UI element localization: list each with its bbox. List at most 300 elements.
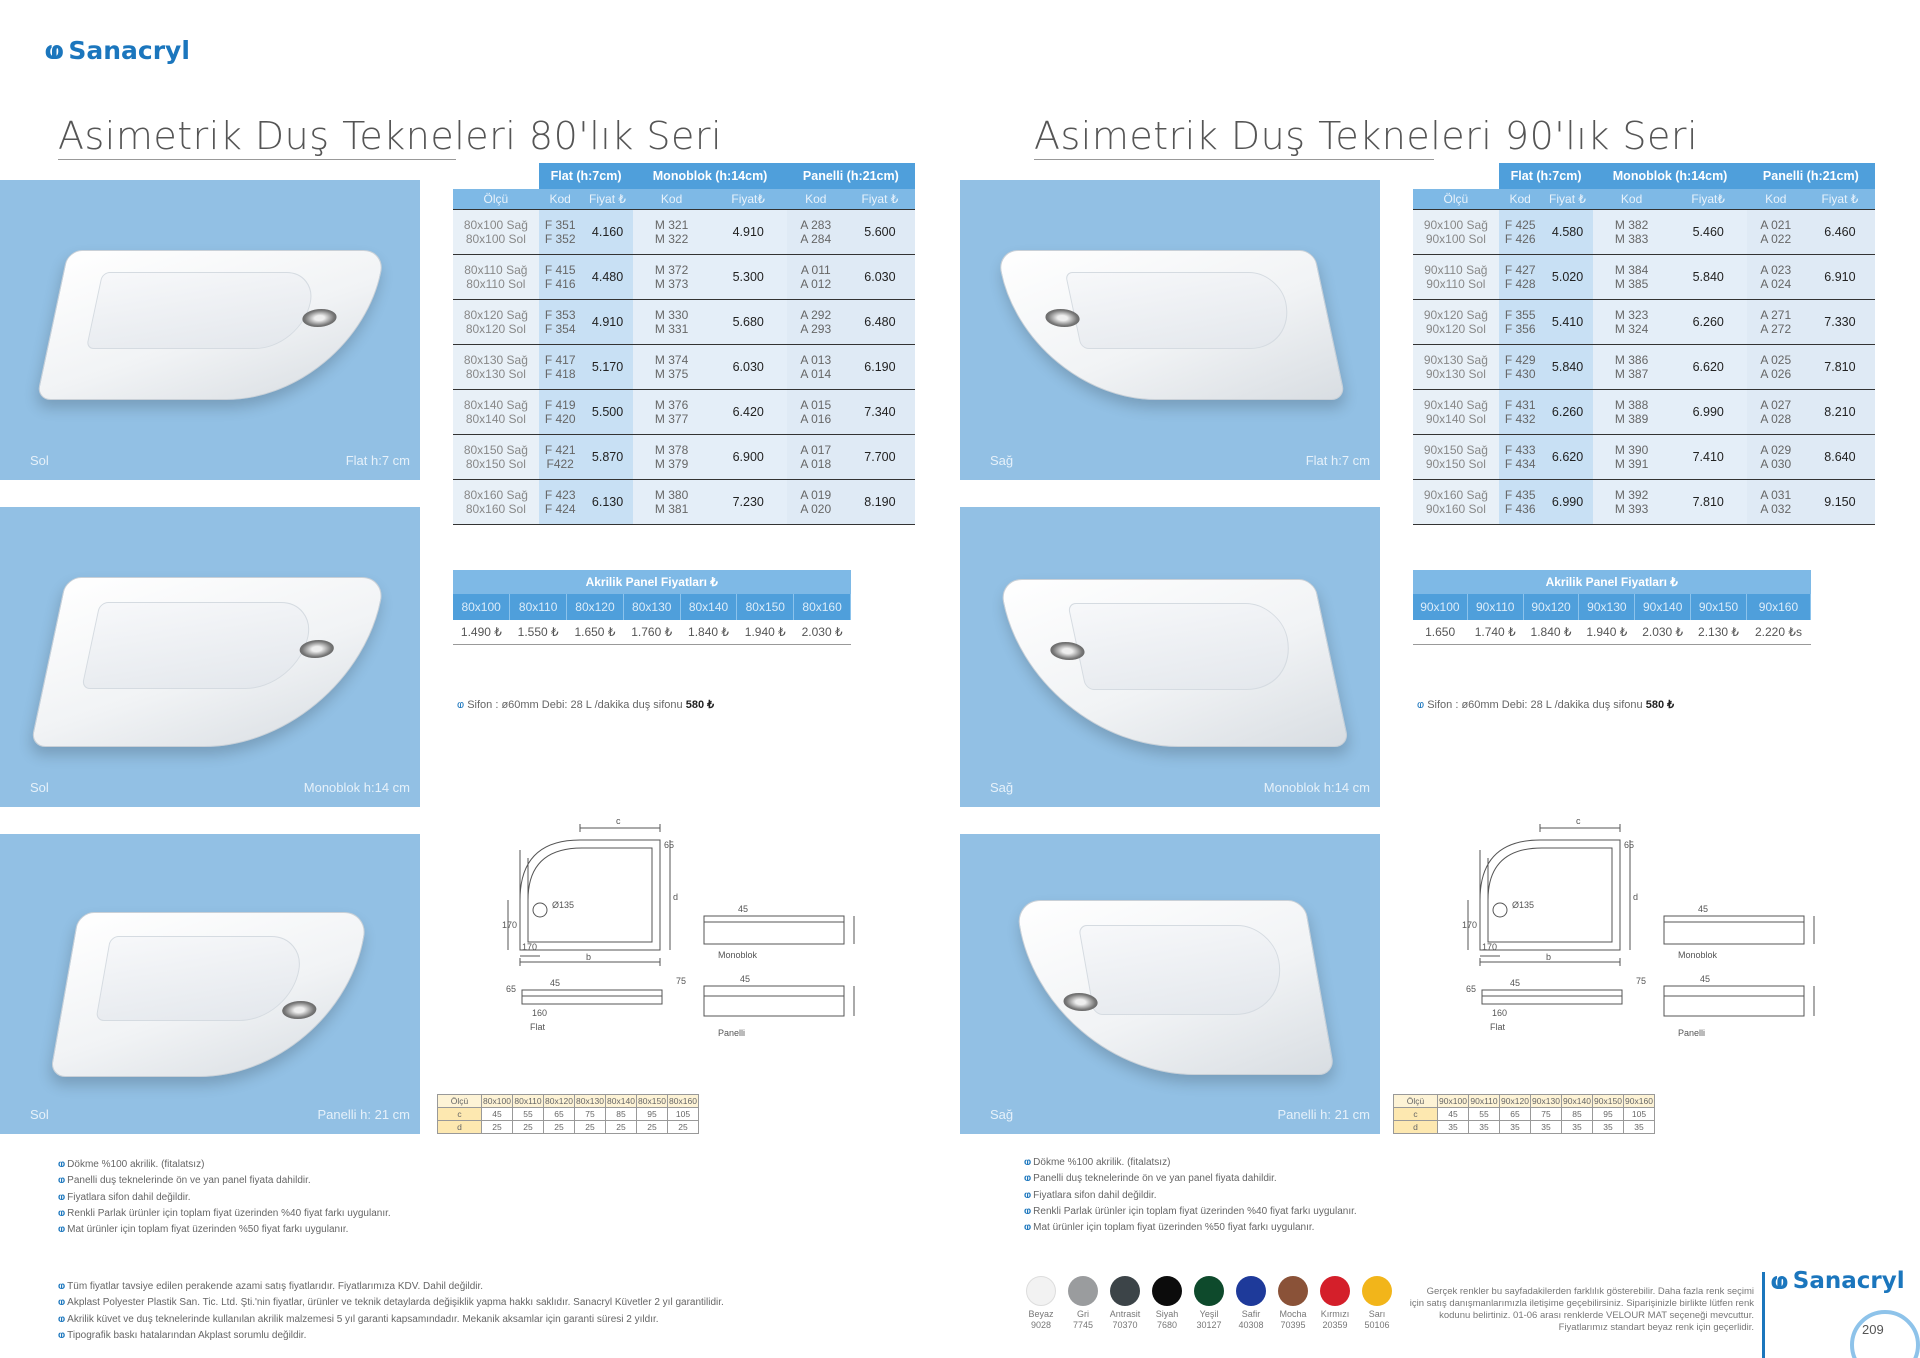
right-technical-drawing bbox=[1430, 810, 1850, 1040]
code-cell-line: F 425 bbox=[1504, 217, 1536, 232]
bullet-icon: ⱷ bbox=[1024, 1173, 1032, 1185]
photo-caption-side: Sağ bbox=[990, 453, 1014, 468]
group-header: Flat (h:7cm) bbox=[1499, 163, 1594, 189]
note-text: Dökme %100 akrilik. (fitalatsız) bbox=[1033, 1157, 1171, 1168]
code-cell-line: A 014 bbox=[800, 366, 832, 381]
bullet-icon: ⱷ bbox=[1024, 1157, 1032, 1168]
code-cell-line: F 427 bbox=[1504, 262, 1536, 277]
size-cell-line: 90x130 Sağ bbox=[1423, 352, 1488, 367]
size-cell-line: 80x150 Sol bbox=[465, 456, 526, 471]
dim-cell: c bbox=[438, 1108, 482, 1121]
note-text: Fiyatlara sifon dahil değildir. bbox=[67, 1191, 191, 1203]
dim-cell: 25 bbox=[544, 1121, 575, 1134]
note-item bbox=[1024, 1204, 1357, 1220]
code-cell-line: M 393 bbox=[1614, 501, 1649, 516]
color-swatches bbox=[1020, 1276, 1398, 1331]
table-row bbox=[1413, 209, 1875, 254]
dim-cell: 25 bbox=[606, 1121, 637, 1134]
code-cell-line: A 271 bbox=[1760, 307, 1792, 322]
code-cell bbox=[539, 209, 582, 254]
price-cell: 6.990 bbox=[1542, 479, 1594, 524]
code-cell-line: A 020 bbox=[800, 501, 832, 516]
code-cell bbox=[633, 254, 709, 299]
col-header: Ölçü bbox=[453, 189, 539, 209]
size-cell bbox=[453, 299, 539, 344]
code-cell bbox=[633, 389, 709, 434]
color-code: 70370 bbox=[1112, 1320, 1138, 1330]
price-cell: 5.840 bbox=[1542, 344, 1594, 389]
color-code: 70395 bbox=[1280, 1320, 1306, 1330]
panel-price: 1.940 ₺ bbox=[1579, 620, 1635, 644]
panel-size: 80x150 bbox=[737, 594, 794, 620]
bullet-icon: ⱷ bbox=[457, 699, 465, 711]
dim-cell: 55 bbox=[1469, 1108, 1500, 1121]
color-note bbox=[1390, 1286, 1754, 1334]
dim-cell: 35 bbox=[1469, 1121, 1500, 1134]
table-row bbox=[453, 479, 915, 524]
code-cell-line: A 012 bbox=[800, 276, 832, 291]
panel-size: 90x100 bbox=[1413, 594, 1467, 620]
dim-label: 45 bbox=[1700, 974, 1711, 984]
price-cell: 6.260 bbox=[1542, 389, 1594, 434]
note-item bbox=[58, 1279, 724, 1295]
code-cell bbox=[1499, 299, 1542, 344]
price-cell: 4.480 bbox=[582, 254, 634, 299]
price-cell: 6.460 bbox=[1805, 209, 1875, 254]
code-cell-line: A 024 bbox=[1760, 276, 1792, 291]
code-cell-line: A 283 bbox=[800, 217, 832, 232]
size-cell bbox=[453, 434, 539, 479]
price-cell: 7.330 bbox=[1805, 299, 1875, 344]
panel-size: 80x110 bbox=[510, 594, 567, 620]
color-swatch bbox=[1188, 1276, 1230, 1331]
code-cell bbox=[1747, 299, 1805, 344]
size-cell-line: 90x100 Sol bbox=[1425, 231, 1486, 246]
table-row bbox=[453, 389, 915, 434]
code-cell bbox=[787, 434, 845, 479]
note-text: Dökme %100 akrilik. (fitalatsız) bbox=[67, 1159, 205, 1170]
panel-price: 1.490 ₺ bbox=[453, 620, 510, 644]
bullet-icon: ⱷ bbox=[1024, 1205, 1032, 1217]
color-swatch bbox=[1272, 1276, 1314, 1331]
note-text: Akrilik küvet ve duş teknelerinde kullanılan akrilik malzemesi 5 yıl garanti kapsamındadır. Mekanik aksamlar için garanti süresi 2 yıldır. bbox=[67, 1313, 659, 1325]
code-cell bbox=[1593, 209, 1669, 254]
color-name: Safir bbox=[1241, 1309, 1261, 1319]
code-cell bbox=[1499, 254, 1542, 299]
drawing-caption-monoblok: Monoblok bbox=[718, 950, 758, 960]
bullet-icon: ⱷ bbox=[58, 1281, 66, 1292]
size-cell-line: 90x160 Sol bbox=[1425, 501, 1486, 516]
left-photo-flat bbox=[0, 180, 420, 480]
table-row bbox=[453, 209, 915, 254]
dim-cell: 25 bbox=[513, 1121, 544, 1134]
note-item bbox=[58, 1206, 391, 1222]
dim-cell: 80x120 bbox=[545, 1096, 573, 1106]
price-cell: 4.580 bbox=[1542, 209, 1594, 254]
dim-cell: d bbox=[1394, 1121, 1438, 1134]
panel-table-title: Akrilik Panel Fiyatları ₺ bbox=[453, 570, 851, 594]
panel-price: 1.760 ₺ bbox=[623, 620, 680, 644]
code-cell-line: M 378 bbox=[654, 442, 689, 457]
dim-label: 65 bbox=[664, 840, 675, 850]
panel-size: 80x140 bbox=[680, 594, 737, 620]
dim-label: b bbox=[586, 952, 592, 962]
code-cell bbox=[633, 299, 709, 344]
code-cell-line: F 424 bbox=[544, 501, 576, 516]
dim-cell: 25 bbox=[637, 1121, 668, 1134]
right-sifon-note bbox=[1417, 698, 1674, 711]
dim-cell: 25 bbox=[482, 1121, 513, 1134]
code-cell bbox=[787, 344, 845, 389]
right-title: Asimetrik Duş Tekneleri 90'lık Seri bbox=[1034, 114, 1699, 158]
dim-cell: 90x120 bbox=[1501, 1096, 1529, 1106]
size-cell bbox=[453, 254, 539, 299]
code-cell bbox=[1499, 209, 1542, 254]
dim-cell: 90x100 bbox=[1439, 1096, 1467, 1106]
code-cell-line: M 381 bbox=[654, 501, 689, 516]
size-cell-line: 90x150 Sağ bbox=[1423, 442, 1488, 457]
color-dot bbox=[1362, 1276, 1392, 1306]
size-cell bbox=[1413, 209, 1499, 254]
dim-cell: 35 bbox=[1624, 1121, 1655, 1134]
size-cell-line: 90x100 Sağ bbox=[1423, 217, 1488, 232]
note-text: Renkli Parlak ürünler için toplam fiyat üzerinden %40 fiyat farkı uygulanır. bbox=[67, 1207, 391, 1219]
table-row bbox=[453, 344, 915, 389]
photo-caption-side: Sağ bbox=[990, 780, 1014, 795]
size-cell-line: 90x130 Sol bbox=[1425, 366, 1486, 381]
color-dot bbox=[1068, 1276, 1098, 1306]
dim-label: 45 bbox=[738, 904, 749, 914]
price-cell: 4.160 bbox=[582, 209, 634, 254]
code-cell-line: A 018 bbox=[800, 456, 832, 471]
code-cell-line: A 027 bbox=[1760, 397, 1792, 412]
dim-cell: 80x140 bbox=[607, 1096, 635, 1106]
color-note-line: Fiyatlarımız standart beyaz renk için geçerlidir. bbox=[1558, 1322, 1754, 1333]
color-code: 30127 bbox=[1196, 1320, 1222, 1330]
dim-label: b bbox=[1546, 952, 1552, 962]
drawing-caption-panelli: Panelli bbox=[1678, 1028, 1706, 1038]
note-item bbox=[58, 1222, 391, 1238]
price-cell: 4.910 bbox=[582, 299, 634, 344]
dim-cell: 95 bbox=[637, 1108, 668, 1121]
color-dot bbox=[1194, 1276, 1224, 1306]
bullet-icon: ⱷ bbox=[58, 1313, 66, 1325]
bullet-icon: ⱷ bbox=[1024, 1222, 1032, 1234]
photo-caption-type: Panelli h: 21 cm bbox=[1277, 1107, 1370, 1122]
code-cell-line: A 021 bbox=[1760, 217, 1792, 232]
left-footer-notes bbox=[58, 1279, 724, 1344]
code-cell-line: A 030 bbox=[1760, 456, 1792, 471]
dim-label: 170 bbox=[522, 942, 538, 952]
bullet-icon: ⱷ bbox=[58, 1329, 66, 1341]
dim-cell: Ölçü bbox=[1394, 1095, 1438, 1108]
col-header: Fiyat ₺ bbox=[582, 189, 634, 209]
code-cell bbox=[633, 209, 709, 254]
code-cell-line: A 032 bbox=[1760, 501, 1792, 516]
drawing-caption-flat: Flat bbox=[1490, 1022, 1506, 1032]
col-header: Ölçü bbox=[1413, 189, 1499, 209]
size-cell bbox=[1413, 479, 1499, 524]
brand-logo bbox=[44, 36, 190, 65]
size-cell-line: 90x150 Sol bbox=[1425, 456, 1486, 471]
code-cell-line: M 372 bbox=[654, 262, 689, 277]
dim-cell: 55 bbox=[513, 1108, 544, 1121]
panel-size: 90x160 bbox=[1746, 594, 1810, 620]
price-cell: 6.130 bbox=[582, 479, 634, 524]
size-cell bbox=[1413, 299, 1499, 344]
size-cell-line: 90x140 Sağ bbox=[1423, 397, 1488, 412]
dim-cell: 90x140 bbox=[1563, 1096, 1591, 1106]
bullet-icon: ⱷ bbox=[1024, 1189, 1032, 1201]
color-note-line: Gerçek renkler bu sayfadakilerden farklılık gösterebilir. Daha fazla renk seçimi bbox=[1426, 1286, 1754, 1297]
dim-cell: 90x130 bbox=[1532, 1096, 1560, 1106]
dim-cell: 90x110 bbox=[1470, 1096, 1498, 1106]
code-cell-line: M 377 bbox=[654, 411, 689, 426]
table-row bbox=[453, 299, 915, 344]
code-cell-line: F 429 bbox=[1504, 352, 1536, 367]
table-row bbox=[1413, 479, 1875, 524]
drain-icon bbox=[281, 1001, 318, 1019]
color-name: Mocha bbox=[1279, 1309, 1307, 1319]
color-swatch bbox=[1062, 1276, 1104, 1331]
dim-cell: 35 bbox=[1531, 1121, 1562, 1134]
col-header: Fiyat ₺ bbox=[845, 189, 915, 209]
price-cell: 6.910 bbox=[1805, 254, 1875, 299]
code-cell bbox=[787, 254, 845, 299]
code-cell-line: F 416 bbox=[544, 276, 576, 291]
photo-caption-type: Monoblok h:14 cm bbox=[303, 780, 410, 795]
right-title-rule bbox=[1034, 159, 1434, 160]
price-cell: 6.260 bbox=[1670, 299, 1747, 344]
dim-label: d bbox=[673, 892, 679, 902]
right-price-table bbox=[1413, 163, 1875, 525]
color-dot bbox=[1278, 1276, 1308, 1306]
note-text: Tüm fiyatlar tavsiye edilen perakende azami satış fiyatlarıdır. Fiyatlarımıza KDV. Dahil değildir. bbox=[67, 1281, 484, 1292]
code-cell bbox=[1499, 479, 1542, 524]
color-name: Sarı bbox=[1368, 1309, 1386, 1319]
price-cell: 7.810 bbox=[1670, 479, 1747, 524]
size-cell bbox=[453, 389, 539, 434]
dim-drain: Ø135 bbox=[552, 900, 575, 910]
price-cell: 5.870 bbox=[582, 434, 634, 479]
code-cell bbox=[1499, 344, 1542, 389]
dim-cell: 80x130 bbox=[576, 1096, 604, 1106]
group-header: Panelli (h:21cm) bbox=[1747, 163, 1875, 189]
dim-drain: Ø135 bbox=[1512, 900, 1535, 910]
drawing-caption-flat: Flat bbox=[530, 1022, 546, 1032]
tub-image bbox=[49, 912, 368, 1077]
dim-cell: 75 bbox=[575, 1108, 606, 1121]
code-cell-line: F 433 bbox=[1504, 442, 1536, 457]
photo-caption-type: Flat h:7 cm bbox=[1305, 453, 1370, 468]
dim-label: 45 bbox=[1698, 904, 1709, 914]
col-header: Fiyat₺ bbox=[1670, 189, 1747, 209]
col-header: Kod bbox=[1747, 189, 1805, 209]
footer-brand-logo bbox=[1770, 1268, 1905, 1294]
dim-cell: 35 bbox=[1500, 1121, 1531, 1134]
table-row bbox=[1413, 299, 1875, 344]
group-header: Monoblok (h:14cm) bbox=[1593, 163, 1746, 189]
dim-cell: 35 bbox=[1562, 1121, 1593, 1134]
code-cell-line: A 017 bbox=[800, 442, 832, 457]
color-swatch bbox=[1230, 1276, 1272, 1331]
note-item bbox=[58, 1173, 391, 1189]
color-dot bbox=[1320, 1276, 1350, 1306]
col-header: Fiyat ₺ bbox=[1542, 189, 1594, 209]
color-swatch bbox=[1146, 1276, 1188, 1331]
sanacryl-logo-icon: ⱷ bbox=[44, 35, 65, 66]
color-code: 20359 bbox=[1322, 1320, 1348, 1330]
color-note-line: için satış danışmanlarımızla iletişime geçebilirsiniz. Siparişinizle birlikte lütfen renk bbox=[1409, 1298, 1754, 1309]
code-cell-line: F 421 bbox=[544, 442, 576, 457]
dim-label: 75 bbox=[1636, 976, 1647, 986]
code-cell bbox=[1747, 389, 1805, 434]
code-cell bbox=[539, 299, 582, 344]
code-cell-line: F 436 bbox=[1504, 501, 1536, 516]
dim-label: 160 bbox=[1492, 1008, 1508, 1018]
sanacryl-logo-icon: ⱷ bbox=[1770, 1267, 1789, 1295]
color-name: Gri bbox=[1077, 1309, 1089, 1319]
dim-label: d bbox=[1633, 892, 1639, 902]
price-cell: 5.460 bbox=[1670, 209, 1747, 254]
code-cell-line: A 022 bbox=[1760, 231, 1792, 246]
note-item bbox=[58, 1295, 724, 1311]
price-cell: 7.340 bbox=[845, 389, 915, 434]
price-cell: 6.620 bbox=[1670, 344, 1747, 389]
size-cell-line: 90x140 Sol bbox=[1425, 411, 1486, 426]
price-cell: 4.910 bbox=[710, 209, 787, 254]
color-dot bbox=[1110, 1276, 1140, 1306]
left-technical-drawing bbox=[470, 810, 890, 1040]
dim-cell: 85 bbox=[1562, 1108, 1593, 1121]
code-cell-line: F 426 bbox=[1504, 231, 1536, 246]
code-cell-line: A 284 bbox=[800, 231, 832, 246]
panel-size: 90x120 bbox=[1523, 594, 1579, 620]
group-header: Monoblok (h:14cm) bbox=[633, 163, 786, 189]
left-sifon-note bbox=[457, 698, 714, 711]
dim-cell: Ölçü bbox=[438, 1095, 482, 1108]
dim-cell: c bbox=[1394, 1108, 1438, 1121]
table-row bbox=[1413, 389, 1875, 434]
code-cell-line: F 352 bbox=[544, 231, 576, 246]
panel-price: 2.030 ₺ bbox=[794, 620, 851, 644]
code-cell-line: F 432 bbox=[1504, 411, 1536, 426]
table-row bbox=[1413, 344, 1875, 389]
right-panel-price-table bbox=[1413, 570, 1811, 645]
price-cell: 6.030 bbox=[845, 254, 915, 299]
col-header: Fiyat ₺ bbox=[1805, 189, 1875, 209]
price-cell: 5.300 bbox=[710, 254, 787, 299]
dim-cell: 35 bbox=[1593, 1121, 1624, 1134]
code-cell-line: F 353 bbox=[544, 307, 576, 322]
dim-cell: 65 bbox=[544, 1108, 575, 1121]
dim-label: 65 bbox=[506, 984, 517, 994]
code-cell-line: F 354 bbox=[544, 321, 576, 336]
code-cell-line: F 356 bbox=[1504, 321, 1536, 336]
panel-size: 90x110 bbox=[1467, 594, 1523, 620]
photo-caption-type: Monoblok h:14 cm bbox=[1263, 780, 1370, 795]
size-cell-line: 90x120 Sağ bbox=[1423, 307, 1488, 322]
dim-cell: 45 bbox=[1438, 1108, 1469, 1121]
price-cell: 5.680 bbox=[710, 299, 787, 344]
code-cell bbox=[1593, 299, 1669, 344]
bullet-icon: ⱷ bbox=[58, 1224, 66, 1236]
note-item bbox=[1024, 1220, 1357, 1236]
code-cell bbox=[787, 479, 845, 524]
note-text: Akplast Polyester Plastik San. Tic. Ltd. Şti.'nin fiyatlar, ürünler ve teknik detaylarda değişiklik yapma hakkı saklıdır. Sanacryl Küvetler 2 yıl garantilidir. bbox=[67, 1297, 724, 1309]
code-cell-line: A 272 bbox=[1760, 321, 1792, 336]
code-cell-line: A 026 bbox=[1760, 366, 1792, 381]
drain-icon bbox=[298, 640, 336, 658]
code-cell bbox=[633, 434, 709, 479]
page-number-ring bbox=[1850, 1310, 1920, 1358]
col-header: Kod bbox=[539, 189, 582, 209]
code-cell bbox=[633, 479, 709, 524]
color-code: 7680 bbox=[1156, 1320, 1178, 1330]
color-dot bbox=[1236, 1276, 1266, 1306]
color-name: Antrasit bbox=[1109, 1309, 1141, 1319]
dim-cell: 80x150 bbox=[638, 1096, 666, 1106]
photo-caption-side: Sol bbox=[30, 453, 49, 468]
price-cell: 6.900 bbox=[710, 434, 787, 479]
dim-label: 45 bbox=[550, 978, 561, 988]
dim-cell: 90x150 bbox=[1594, 1096, 1622, 1106]
code-cell-line: M 388 bbox=[1614, 397, 1649, 412]
code-cell bbox=[1499, 434, 1542, 479]
code-cell bbox=[787, 389, 845, 434]
code-cell bbox=[787, 209, 845, 254]
code-cell-line: M 392 bbox=[1614, 487, 1649, 502]
code-cell-line: M 373 bbox=[654, 276, 689, 291]
dim-cell: 95 bbox=[1593, 1108, 1624, 1121]
dim-label: 170 bbox=[1462, 920, 1478, 930]
note-item bbox=[58, 1312, 724, 1328]
note-item bbox=[58, 1328, 724, 1344]
color-dot bbox=[1026, 1276, 1056, 1306]
photo-caption-side: Sol bbox=[30, 780, 49, 795]
price-cell: 5.840 bbox=[1670, 254, 1747, 299]
col-header: Kod bbox=[633, 189, 709, 209]
note-item bbox=[1024, 1155, 1357, 1171]
size-cell-line: 90x160 Sağ bbox=[1423, 487, 1488, 502]
price-cell: 9.150 bbox=[1805, 479, 1875, 524]
code-cell-line: F 420 bbox=[544, 411, 576, 426]
code-cell-line: F 351 bbox=[544, 217, 576, 232]
left-dimension-table bbox=[437, 1094, 699, 1134]
panel-price: 2.130 ₺ bbox=[1691, 620, 1747, 644]
color-name: Yeşil bbox=[1199, 1309, 1219, 1319]
size-cell-line: 80x140 Sol bbox=[465, 411, 526, 426]
panel-price: 1.840 ₺ bbox=[1523, 620, 1579, 644]
footer-divider bbox=[1762, 1272, 1765, 1358]
size-cell-line: 90x110 Sağ bbox=[1424, 262, 1488, 277]
code-cell-line: A 015 bbox=[800, 397, 832, 412]
panel-size: 90x130 bbox=[1579, 594, 1635, 620]
size-cell-line: 80x130 Sağ bbox=[463, 352, 528, 367]
code-cell-line: M 391 bbox=[1614, 456, 1649, 471]
col-header: Kod bbox=[1499, 189, 1542, 209]
dim-label: 65 bbox=[1624, 840, 1635, 850]
drain-icon bbox=[301, 309, 339, 327]
code-cell-line: M 389 bbox=[1614, 411, 1649, 426]
color-swatch bbox=[1104, 1276, 1146, 1331]
size-cell-line: 80x160 Sağ bbox=[463, 487, 528, 502]
code-cell-line: M 379 bbox=[654, 456, 689, 471]
panel-size: 90x150 bbox=[1691, 594, 1747, 620]
price-cell: 5.600 bbox=[845, 209, 915, 254]
code-cell bbox=[1593, 344, 1669, 389]
bullet-icon: ⱷ bbox=[58, 1297, 66, 1309]
